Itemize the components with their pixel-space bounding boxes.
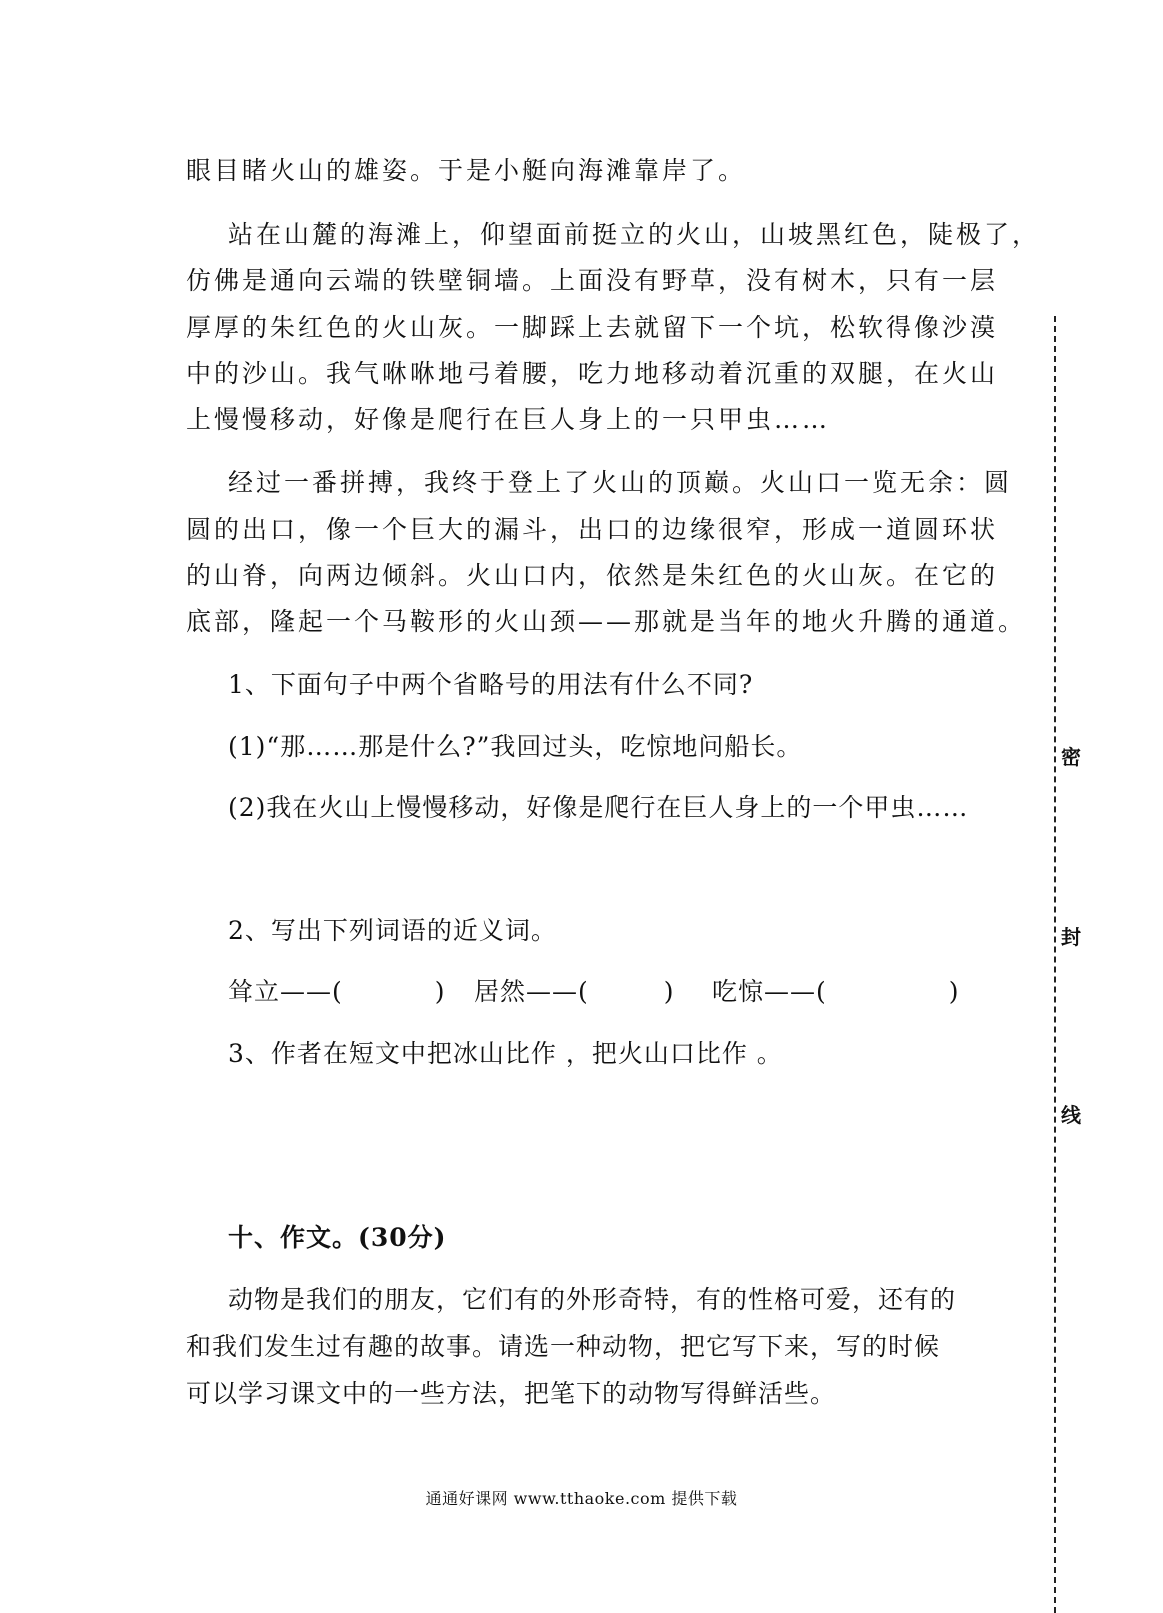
question-2-word-2: [474, 977, 675, 1007]
blank-close: ): [434, 977, 446, 1006]
synonym-word: 居然——(: [474, 977, 589, 1006]
question-2-stem: 2、写出下列词语的近义词。: [228, 916, 557, 945]
question-3-stem: 3、作者在短文中把冰山比作 ，把火山口比作 。: [228, 1039, 783, 1068]
seal-char-feng: 封: [1061, 925, 1081, 949]
binding-dashed-line: [1054, 316, 1056, 1613]
question-2-word-3: [712, 977, 960, 1007]
synonym-word: 吃惊——(: [712, 977, 827, 1006]
question-1-sentence-2: (2)我在火山上慢慢移动，好像是爬行在巨人身上的一个甲虫……: [228, 793, 969, 822]
footer-source: 通通好课网 www.tthaoke.com 提供下载: [425, 1489, 738, 1508]
passage-line: 经过一番拼搏，我终于登上了火山的顶巅。火山口一览无余：圆: [228, 468, 1013, 497]
passage-line: 中的沙山。我气咻咻地弓着腰，吃力地移动着沉重的双腿，在火山: [186, 359, 999, 388]
passage-line: 仿佛是通向云端的铁壁铜墙。上面没有野草，没有树木，只有一层: [186, 266, 999, 295]
passage-line: 厚厚的朱红色的火山灰。一脚踩上去就留下一个坑，松软得像沙漠: [186, 313, 999, 342]
blank-close: ): [663, 977, 675, 1006]
question-1-stem: 1、下面句子中两个省略号的用法有什么不同?: [228, 670, 754, 699]
blank-close: ): [948, 977, 960, 1006]
seal-char-xian: 线: [1061, 1103, 1081, 1127]
passage-line: 底部，隆起一个马鞍形的火山颈——那就是当年的地火升腾的通道。: [186, 607, 1027, 636]
passage-line: 站在山麓的海滩上，仰望面前挺立的火山，山坡黑红色，陡极了，: [228, 220, 1041, 249]
essay-heading: 十、作文。(30分): [228, 1223, 447, 1252]
passage-line: 圆的出口，像一个巨大的漏斗，出口的边缘很窄，形成一道圆环状: [186, 515, 999, 544]
passage-line: 的山脊，向两边倾斜。火山口内，依然是朱红色的火山灰。在它的: [186, 561, 999, 590]
essay-prompt-line: 可以学习课文中的一些方法，把笔下的动物写得鲜活些。: [186, 1379, 837, 1408]
question-1-sentence-1: (1)“那……那是什么?”我回过头，吃惊地问船长。: [228, 732, 803, 761]
question-2-word-1: [228, 977, 446, 1007]
essay-prompt-line: 和我们发生过有趣的故事。请选一种动物，把它写下来，写的时候: [186, 1332, 941, 1361]
passage-line: 上慢慢移动，好像是爬行在巨人身上的一只甲虫……: [186, 405, 831, 434]
essay-prompt-line: 动物是我们的朋友，它们有的外形奇特，有的性格可爱，还有的: [228, 1285, 957, 1314]
seal-char-mi: 密: [1061, 745, 1081, 769]
synonym-word: 耸立——(: [228, 977, 343, 1006]
passage-line: 眼目睹火山的雄姿。于是小艇向海滩靠岸了。: [186, 156, 747, 185]
